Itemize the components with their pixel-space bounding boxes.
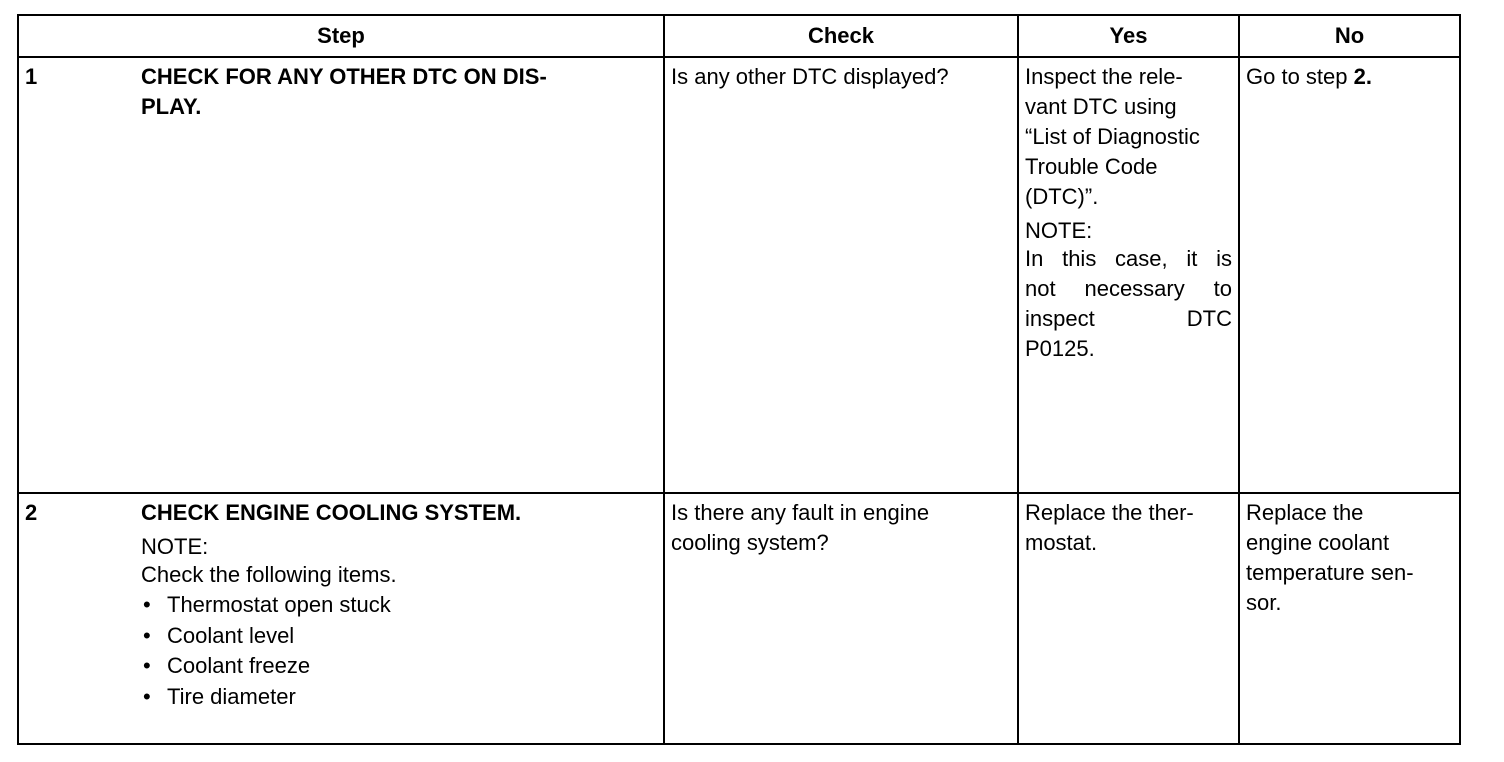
yes-note-label: NOTE: [1025,218,1093,243]
header-yes: Yes [1018,15,1239,57]
yes-text [1019,494,1238,558]
check-text: Is any other DTC displayed? [671,64,949,89]
step-title: CHECK ENGINE COOLING SYSTEM. [141,500,522,525]
step-title [141,62,623,122]
list-item [141,651,623,682]
list-item-text: Coolant freeze [167,653,311,678]
step-body [141,62,623,122]
yes-note-line: P0125. [1025,336,1095,361]
yes-cell-1 [1018,57,1239,493]
no-line: Replace the [1246,500,1364,525]
yes-line: Trouble Code [1025,154,1158,179]
note-text: Check the following items. [141,562,397,587]
table-row [18,57,1460,493]
diagnostic-table [17,14,1461,745]
check-text [665,494,1017,558]
step-cell-2 [18,493,664,744]
yes-line: Replace the ther- [1025,500,1194,525]
list-item-text: Tire diameter [167,683,296,709]
bullet-icon: • [143,653,151,678]
no-line: sor. [1246,590,1282,615]
list-item [141,682,623,713]
header-check: Check [664,15,1018,57]
no-line: temperature sen- [1246,560,1414,585]
yes-line: (DTC)”. [1025,184,1099,209]
check-line: cooling system? [671,530,829,555]
table-row [18,493,1460,744]
yes-line: vant DTC using [1025,94,1177,119]
step-title-line: CHECK FOR ANY OTHER DTC ON DIS- [141,64,547,89]
step-cell-1 [18,57,664,493]
yes-cell-2 [1018,493,1239,744]
no-prefix: Go to step [1246,64,1354,89]
step-number: 1 [25,64,38,89]
yes-line: mostat. [1025,530,1098,555]
yes-note-line: inspect DTC [1025,306,1232,331]
no-text [1240,494,1459,618]
yes-line: Inspect the rele- [1025,64,1183,89]
list-item [141,621,623,652]
check-cell-1 [664,57,1018,493]
yes-text [1019,58,1238,364]
list-item [141,590,623,621]
table-header-row [18,15,1460,57]
no-cell-2 [1239,493,1460,744]
bullet-icon: • [143,622,151,648]
no-cell-1 [1239,57,1460,493]
bullet-icon: • [143,683,151,709]
bullet-icon: • [143,592,151,617]
step-body [141,498,623,712]
note-label: NOTE: [141,534,209,559]
check-items-list [141,590,623,712]
list-item-text: Thermostat open stuck [167,592,391,617]
header-no: No [1239,15,1460,57]
step-title-line: PLAY. [141,94,202,119]
check-cell-2 [664,493,1018,744]
no-step-ref: 2. [1353,64,1372,89]
diagnostic-table-frame [17,14,1459,743]
list-item-text: Coolant level [167,622,295,648]
no-line: engine coolant [1246,530,1390,555]
step-number: 2 [25,500,38,525]
check-line: Is there any fault in engine [671,500,930,525]
header-step: Step [18,15,664,57]
yes-note-line: In this case, it is [1025,246,1232,271]
yes-line: “List of Diagnostic [1025,124,1200,149]
no-text [1240,58,1459,92]
yes-note-line: not necessary to [1025,276,1232,301]
